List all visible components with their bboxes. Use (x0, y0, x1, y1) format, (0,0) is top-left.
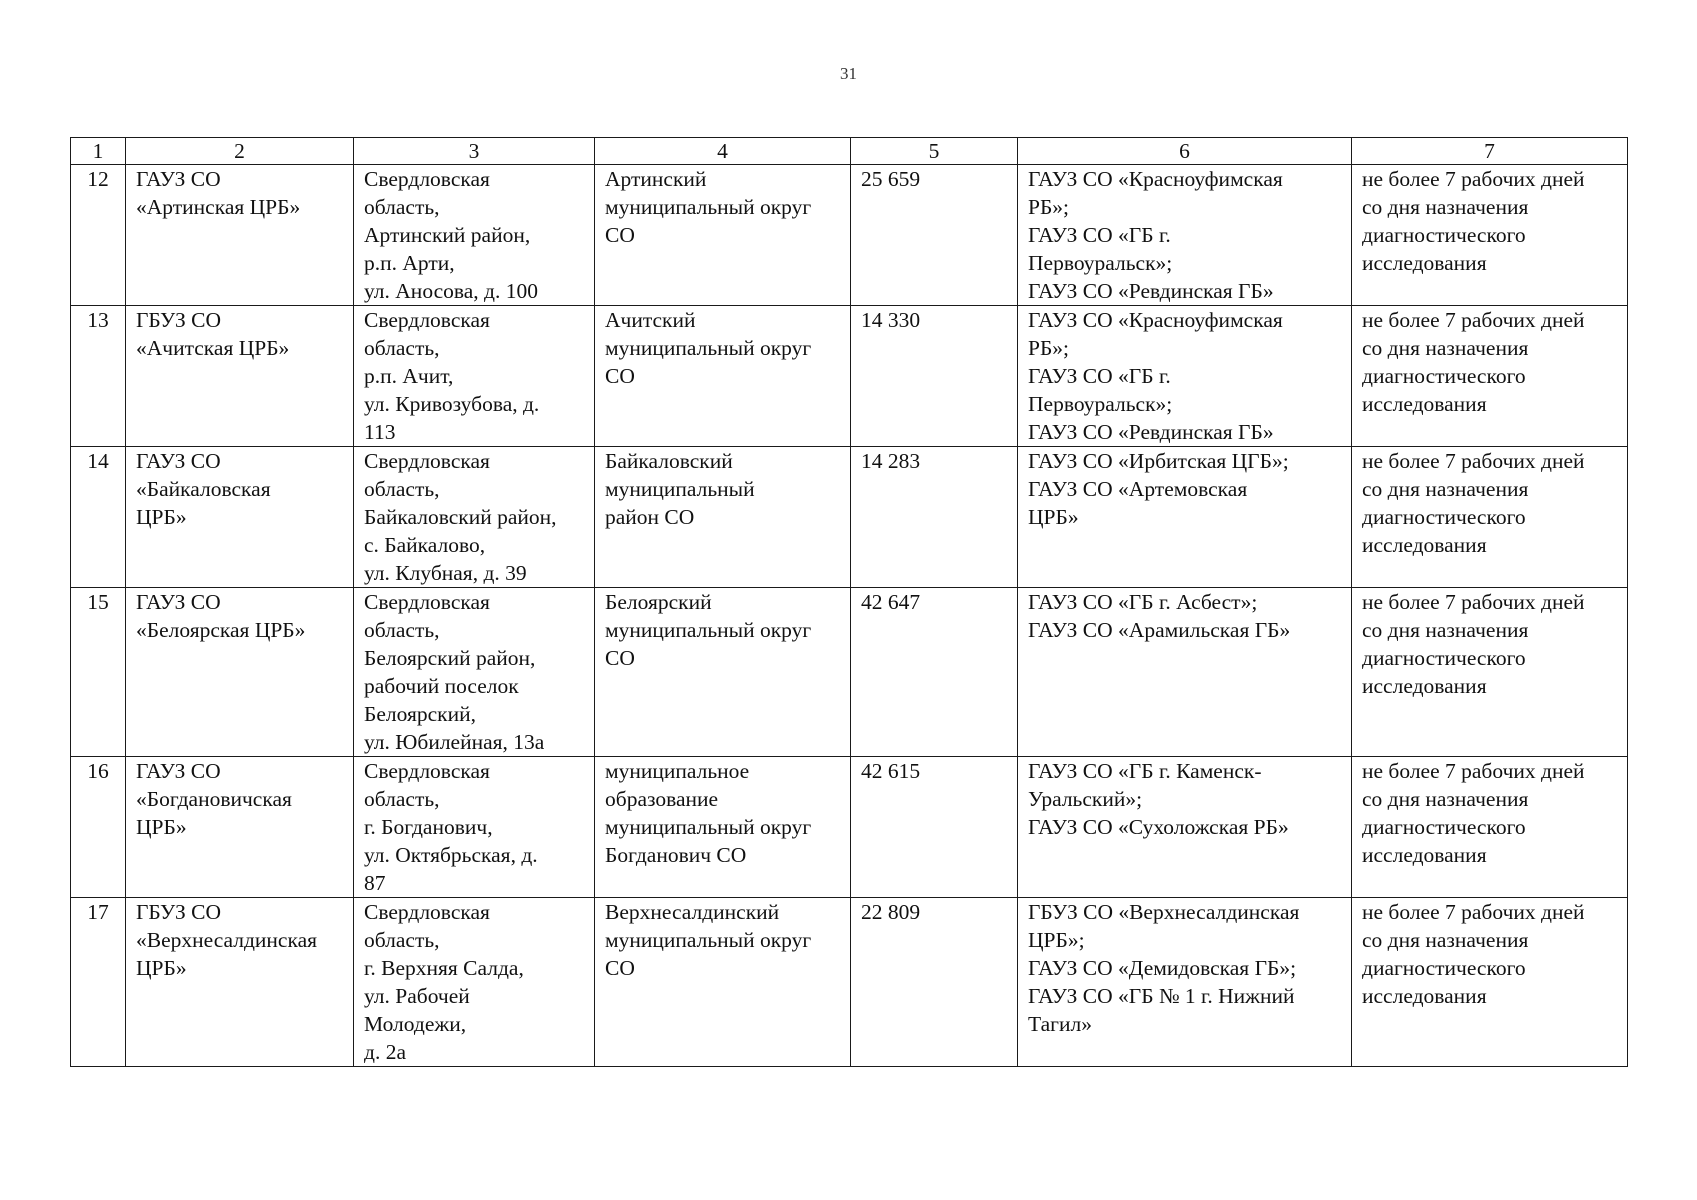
population-cell: 14 330 (851, 306, 1018, 447)
header-row (71, 138, 1628, 165)
table-row (71, 757, 1628, 898)
population-cell: 22 809 (851, 898, 1018, 1067)
page-number: 31 (840, 64, 857, 83)
term-cell: не более 7 рабочих дней со дня назначения диагностического исследования (1352, 306, 1628, 447)
municipality-cell: Белоярский муниципальный округ СО (595, 588, 851, 757)
organization-cell: ГАУЗ СО «Байкаловская ЦРБ» (126, 447, 354, 588)
referral-cell: ГАУЗ СО «ГБ г. Каменск- Уральский»; ГАУЗ СО «Сухоложская РБ» (1018, 757, 1352, 898)
table-row (71, 447, 1628, 588)
table-row (71, 898, 1628, 1067)
referral-cell: ГБУЗ СО «Верхнесалдинская ЦРБ»; ГАУЗ СО «Демидовская ГБ»; ГАУЗ СО «ГБ № 1 г. Нижний Тагил» (1018, 898, 1352, 1067)
organization-cell: ГБУЗ СО «Ачитская ЦРБ» (126, 306, 354, 447)
row-number: 16 (71, 757, 126, 898)
facilities-table (70, 137, 1628, 1067)
row-number: 12 (71, 165, 126, 306)
referral-cell: ГАУЗ СО «ГБ г. Асбест»; ГАУЗ СО «Арамильская ГБ» (1018, 588, 1352, 757)
row-number: 17 (71, 898, 126, 1067)
table-row (71, 588, 1628, 757)
term-cell: не более 7 рабочих дней со дня назначения диагностического исследования (1352, 165, 1628, 306)
referral-cell: ГАУЗ СО «Красноуфимская РБ»; ГАУЗ СО «ГБ г. Первоуральск»; ГАУЗ СО «Ревдинская ГБ» (1018, 165, 1352, 306)
address-cell: Свердловская область, Белоярский район, рабочий поселок Белоярский, ул. Юбилейная, 13а (354, 588, 595, 757)
term-cell: не более 7 рабочих дней со дня назначения диагностического исследования (1352, 757, 1628, 898)
population-cell: 42 647 (851, 588, 1018, 757)
row-number: 13 (71, 306, 126, 447)
address-cell: Свердловская область, р.п. Ачит, ул. Кривозубова, д. 113 (354, 306, 595, 447)
organization-cell: ГАУЗ СО «Артинская ЦРБ» (126, 165, 354, 306)
municipality-cell: муниципальное образование муниципальный округ Богданович СО (595, 757, 851, 898)
municipality-cell: Артинский муниципальный округ СО (595, 165, 851, 306)
referral-cell: ГАУЗ СО «Ирбитская ЦГБ»; ГАУЗ СО «Артемовская ЦРБ» (1018, 447, 1352, 588)
column-header: 2 (126, 138, 354, 165)
organization-cell: ГАУЗ СО «Белоярская ЦРБ» (126, 588, 354, 757)
term-cell: не более 7 рабочих дней со дня назначения диагностического исследования (1352, 447, 1628, 588)
term-cell: не более 7 рабочих дней со дня назначения диагностического исследования (1352, 588, 1628, 757)
term-cell: не более 7 рабочих дней со дня назначения диагностического исследования (1352, 898, 1628, 1067)
address-cell: Свердловская область, г. Верхняя Салда, ул. Рабочей Молодежи, д. 2а (354, 898, 595, 1067)
population-cell: 42 615 (851, 757, 1018, 898)
column-header: 3 (354, 138, 595, 165)
row-number: 14 (71, 447, 126, 588)
population-cell: 25 659 (851, 165, 1018, 306)
column-header: 4 (595, 138, 851, 165)
column-header: 6 (1018, 138, 1352, 165)
organization-cell: ГБУЗ СО «Верхнесалдинская ЦРБ» (126, 898, 354, 1067)
municipality-cell: Байкаловский муниципальный район СО (595, 447, 851, 588)
municipality-cell: Верхнесалдинский муниципальный округ СО (595, 898, 851, 1067)
population-cell: 14 283 (851, 447, 1018, 588)
address-cell: Свердловская область, Байкаловский район, с. Байкалово, ул. Клубная, д. 39 (354, 447, 595, 588)
table-row (71, 306, 1628, 447)
municipality-cell: Ачитский муниципальный округ СО (595, 306, 851, 447)
referral-cell: ГАУЗ СО «Красноуфимская РБ»; ГАУЗ СО «ГБ г. Первоуральск»; ГАУЗ СО «Ревдинская ГБ» (1018, 306, 1352, 447)
column-header: 1 (71, 138, 126, 165)
address-cell: Свердловская область, г. Богданович, ул. Октябрьская, д. 87 (354, 757, 595, 898)
organization-cell: ГАУЗ СО «Богдановичская ЦРБ» (126, 757, 354, 898)
address-cell: Свердловская область, Артинский район, р.п. Арти, ул. Аносова, д. 100 (354, 165, 595, 306)
row-number: 15 (71, 588, 126, 757)
column-header: 7 (1352, 138, 1628, 165)
table-row (71, 165, 1628, 306)
column-header: 5 (851, 138, 1018, 165)
